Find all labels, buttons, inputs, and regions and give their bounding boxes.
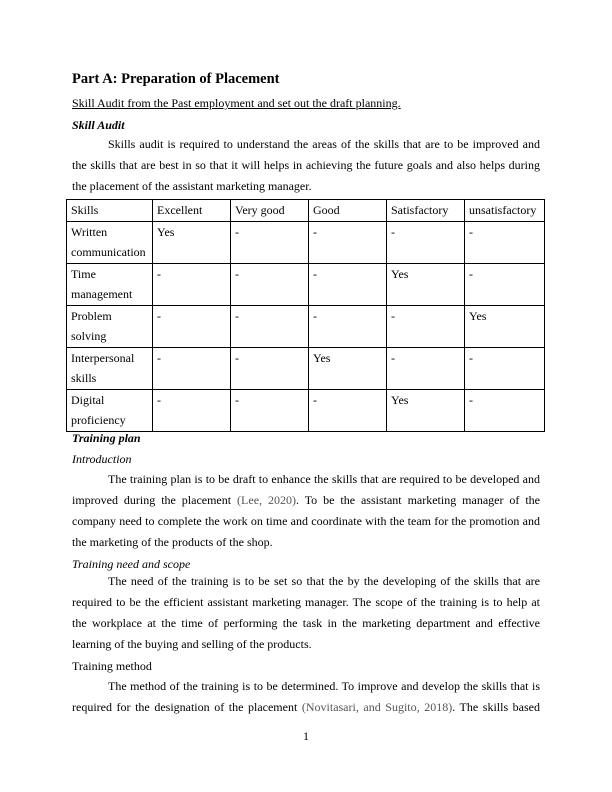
table-rating-cell: - — [387, 305, 465, 347]
table-rating-cell: - — [465, 263, 545, 305]
skill-audit-paragraph: Skills audit is required to understand the areas of the skills that are to be improved and the skills that are best in so that it will helps in achieving the future goals and also helps during the placement of the assistant marketing manager. — [72, 137, 540, 193]
table-rating-cell: Yes — [387, 389, 465, 431]
table-header-cell: Excellent — [153, 200, 231, 222]
table-rating-cell: - — [309, 389, 387, 431]
training-need-heading: Training need and scope — [72, 557, 191, 571]
training-plan-heading: Training plan — [72, 431, 141, 445]
table-header-row — [67, 200, 545, 222]
table-rating-cell: - — [231, 221, 309, 263]
method-text-2: . The skills based — [452, 700, 540, 714]
introduction-heading: Introduction — [72, 452, 132, 466]
skill-audit-table — [66, 199, 545, 432]
table-skill-cell: Written communication — [67, 221, 153, 263]
table-skill-cell: Interpersonal skills — [67, 347, 153, 389]
table-row — [67, 389, 545, 431]
introduction-citation: (Lee, 2020) — [237, 493, 296, 507]
table-rating-cell: - — [309, 305, 387, 347]
table-rating-cell: - — [465, 347, 545, 389]
table-rating-cell: Yes — [153, 221, 231, 263]
method-text-1: The method of the training is to be determined. To improve and develop the skills that is required for the designation of the placement — [72, 679, 540, 714]
page-title: Part A: Preparation of Placement — [72, 71, 280, 87]
table-rating-cell: - — [153, 347, 231, 389]
table-header-cell: Satisfactory — [387, 200, 465, 222]
table-rating-cell: Yes — [309, 347, 387, 389]
table-skill-cell: Problem solving — [67, 305, 153, 347]
training-need-paragraph: The need of the training is to be set so that the by the developing of the skills that are required to be the efficient assistant marketing manager. The scope of the training is to help at the workplace at the time of performing the task in the marketing department and effective learning of the buying and selling of the products. — [72, 574, 540, 651]
table-rating-cell: Yes — [387, 263, 465, 305]
table-rating-cell: - — [309, 221, 387, 263]
table-header-cell: Good — [309, 200, 387, 222]
table-header-cell: unsatisfactory — [465, 200, 545, 222]
table-rating-cell: - — [153, 389, 231, 431]
training-method-heading: Training method — [72, 659, 152, 673]
table-rating-cell: - — [309, 263, 387, 305]
introduction-text-1: The training plan is to be draft to enhance the skills that are required to be developed and improved during the placement — [72, 472, 540, 507]
table-row — [67, 221, 545, 263]
table-rating-cell: - — [231, 347, 309, 389]
table-rating-cell: - — [387, 221, 465, 263]
table-rating-cell: - — [465, 389, 545, 431]
table-rating-cell: - — [231, 263, 309, 305]
table-header-cell: Very good — [231, 200, 309, 222]
page-number: 1 — [303, 729, 309, 743]
subtitle: Skill Audit from the Past employment and set out the draft planning. — [72, 96, 401, 110]
table-rating-cell: - — [231, 389, 309, 431]
table-row — [67, 347, 545, 389]
table-row — [67, 305, 545, 347]
table-rating-cell: - — [465, 221, 545, 263]
training-method-paragraph — [72, 676, 540, 718]
table-rating-cell: Yes — [465, 305, 545, 347]
table-rating-cell: - — [231, 305, 309, 347]
table-rating-cell: - — [387, 347, 465, 389]
table-row — [67, 263, 545, 305]
table-header-cell: Skills — [67, 200, 153, 222]
skill-audit-heading: Skill Audit — [72, 118, 125, 132]
table-rating-cell: - — [153, 263, 231, 305]
table-skill-cell: Time management — [67, 263, 153, 305]
introduction-paragraph — [72, 469, 540, 553]
method-citation: (Novitasari, and Sugito, 2018) — [301, 700, 453, 714]
table-rating-cell: - — [153, 305, 231, 347]
table-skill-cell: Digital proficiency — [67, 389, 153, 431]
introduction-text-2: . To be the assistant marketing manager of the company need to complete the work on time and coordinate with the team for the promotion and the marketing of the products of the shop. — [72, 493, 541, 549]
